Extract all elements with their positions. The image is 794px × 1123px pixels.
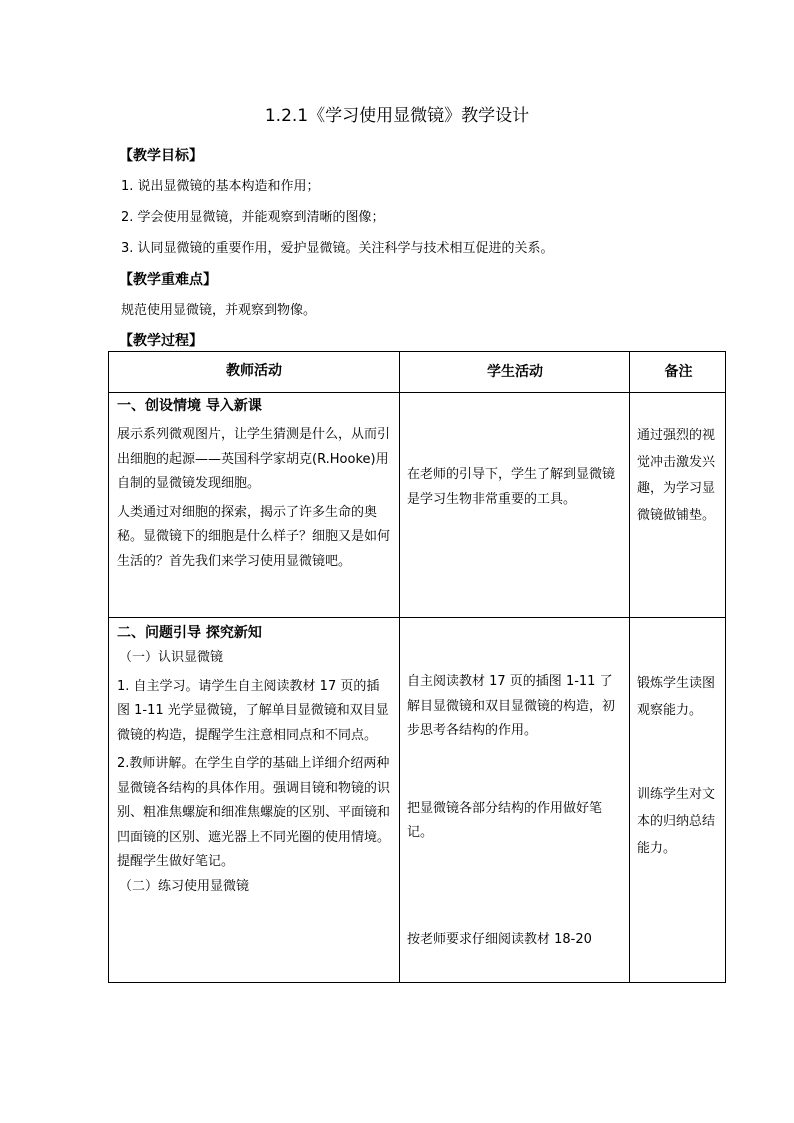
objectives-heading: 【教学目标】	[119, 148, 203, 164]
key-points-text: 规范使用显微镜，并观察到物像。	[121, 303, 317, 318]
teacher-cell	[109, 618, 400, 983]
key-points-heading: 【教学重难点】	[119, 272, 217, 288]
row-heading: 二、问题引导 探究新知	[117, 625, 262, 641]
teacher-paragraph: 人类通过对细胞的探索，揭示了许多生命的奥秘。显微镜下的细胞是什么样子？细胞又是如何生活的？首先我们来学习使用显微镜吧。	[117, 504, 391, 569]
note-paragraph: 训练学生对文本的归纳总结能力。	[637, 787, 716, 856]
sub-heading: （二）练习使用显微镜	[119, 878, 250, 894]
process-heading: 【教学过程】	[119, 333, 203, 349]
student-cell	[400, 393, 630, 618]
objective-item-3: 3. 认同显微镜的重要作用，爱护显微镜。关注科学与技术相互促进的关系。	[121, 241, 554, 256]
note-cell	[630, 618, 726, 983]
student-paragraph: 在老师的引导下，学生了解到显微镜是学习生物非常重要的工具。	[407, 467, 616, 507]
objective-item-2: 2. 学会使用显微镜，并能观察到清晰的图像；	[121, 210, 385, 225]
student-paragraph: 自主阅读教材 17 页的插图 1-11 了解目显微镜和双目显微镜的构造，初步思考各结构的作用。	[407, 674, 616, 738]
header-student: 学生活动	[400, 352, 630, 393]
note-paragraph: 锻炼学生读图观察能力。	[637, 676, 716, 718]
table-row	[109, 618, 726, 983]
teacher-cell	[109, 393, 400, 618]
objective-item-1: 1. 说出显微镜的基本构造和作用；	[121, 179, 320, 194]
student-cell	[400, 618, 630, 983]
note-paragraph: 通过强烈的视觉冲击激发兴趣，为学习显微镜做铺垫。	[637, 428, 716, 523]
table-row	[109, 393, 726, 618]
process-table	[108, 351, 726, 983]
student-paragraph: 按老师要求仔细阅读教材 18-20	[407, 931, 592, 947]
teacher-paragraph: 1. 自主学习。请学生自主阅读教材 17 页的插图 1-11 光学显微镜，了解单目显微镜和双目显微镜的构造，提醒学生注意相同点和不同点。	[117, 678, 389, 743]
header-note: 备注	[630, 352, 726, 393]
note-cell	[630, 393, 726, 618]
sub-heading: （一）认识显微镜	[119, 650, 224, 665]
document-title: 1.2.1《学习使用显微镜》教学设计	[264, 106, 530, 126]
teacher-paragraph: 2.教师讲解。在学生自学的基础上详细介绍两种显微镜各结构的具体作用。强调目镜和物镜的识别、粗准焦螺旋和细准焦螺旋的区别、平面镜和凹面镜的区别、遮光器上不同光圈的使用情境。提醒学生做好笔记。	[117, 756, 391, 869]
row-heading: 一、创设情境 导入新课	[117, 398, 262, 414]
header-teacher: 教师活动	[109, 352, 400, 393]
table-header-row	[109, 352, 726, 393]
student-paragraph: 把显微镜各部分结构的作用做好笔记。	[407, 800, 603, 840]
teacher-paragraph: 展示系列微观图片，让学生猜测是什么，从而引出细胞的起源——英国科学家胡克(R.Hooke)用自制的显微镜发现细胞。	[117, 427, 391, 491]
